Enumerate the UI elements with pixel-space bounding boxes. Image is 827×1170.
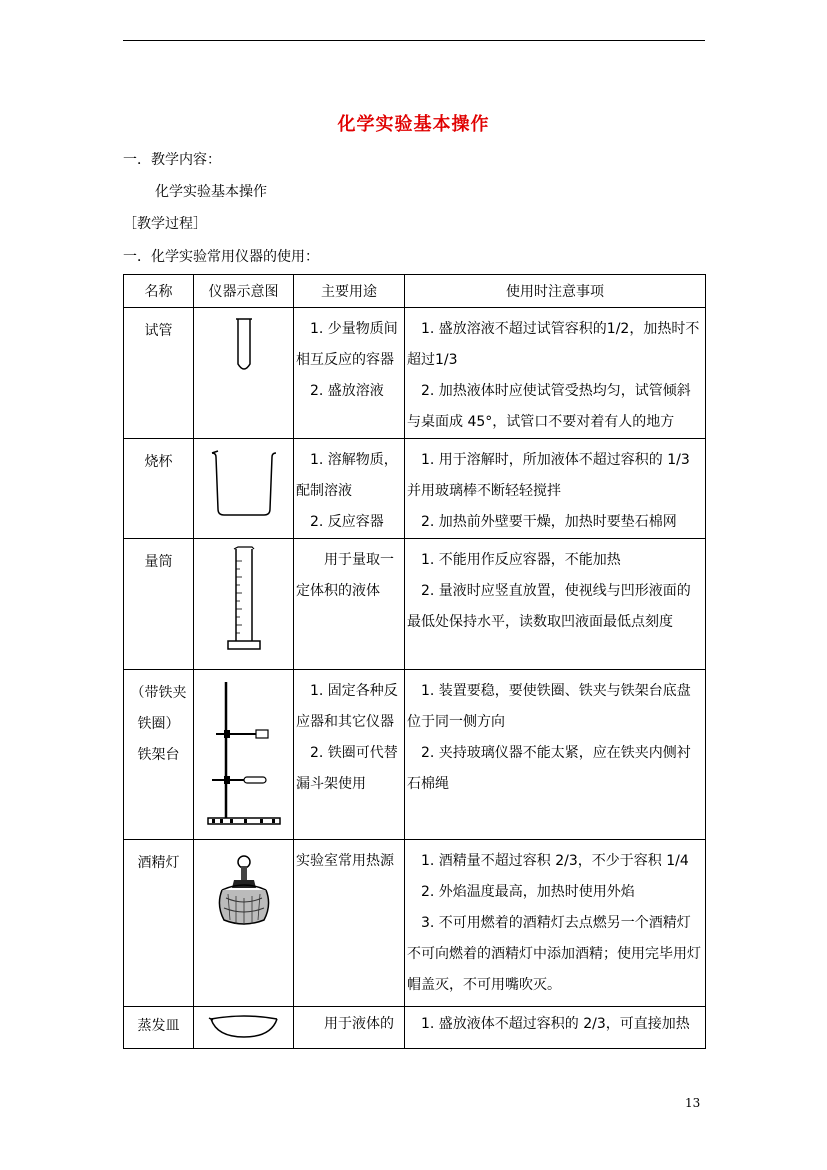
instrument-name: 蒸发皿 [124,1007,194,1049]
table-row [124,308,706,439]
note-text: 1. 盛放液体不超过容积的 2/3，可直接加热 [421,1016,690,1032]
table-row [124,539,706,670]
note-text: 1. 不能用作反应容器，不能加热 [421,552,621,568]
use-text: 1. 溶解物质，配制溶液 [296,452,398,499]
use-text: 2. 铁圈可代替漏斗架使用 [296,745,398,792]
note-text: 1. 盛放溶液不超过试管容积的1/2，加热时不超过1/3 [407,321,700,368]
use-text: 实验室常用热源 [296,853,394,869]
section1-heading: 一．教学内容： [123,152,221,168]
table-row [124,439,706,539]
note-text: 2. 加热液体时应使试管受热均匀，试管倾斜与桌面成 45°，试管口不要对着有人的地方 [407,383,691,430]
column-header: 使用时注意事项 [405,275,706,308]
table-header-row [124,275,706,308]
section1-content: 化学实验基本操作 [155,184,267,200]
note-text: 3. 不可用燃着的酒精灯去点燃另一个酒精灯不可向燃着的酒精灯中添加酒精；使用完毕用灯帽盖灭，不可用嘴吹灭。 [407,915,701,993]
use-text: 1. 固定各种反应器和其它仪器 [296,683,398,730]
column-header: 主要用途 [294,275,405,308]
note-text: 2. 夹持玻璃仪器不能太紧，应在铁夹内侧衬石棉绳 [407,745,691,792]
note-text: 1. 酒精量不超过容积 2/3，不少于容积 1/4 [421,853,689,869]
header-rule [123,40,705,41]
column-header: 仪器示意图 [194,275,294,308]
note-text: 1. 用于溶解时，所加液体不超过容积的 1/3 并用玻璃棒不断轻轻搅拌 [407,452,690,499]
beaker-icon [208,447,280,519]
instrument-name: 量筒 [124,539,194,670]
iron-stand-icon [204,678,284,828]
note-text: 2. 加热前外壁要干燥，加热时要垫石棉网 [421,514,677,530]
page-title: 化学实验基本操作 [337,114,490,135]
instrument-name: 烧杯 [124,439,194,539]
section2-heading: 一．化学实验常用仪器的使用： [123,249,319,265]
alcohol-lamp-icon [214,850,274,930]
use-text: 2. 盛放溶液 [310,383,384,399]
note-text: 2. 外焰温度最高，加热时使用外焰 [421,884,635,900]
table-row [124,840,706,1007]
note-text: 1. 装置要稳，要使铁圈、铁夹与铁架台底盘位于同一侧方向 [407,683,691,730]
evaporating-dish-icon [207,1013,281,1039]
table-row [124,1007,706,1049]
table-row [124,670,706,840]
use-text: 1. 少量物质间相互反应的容器 [296,321,398,368]
note-text: 2. 量液时应竖直放置，使视线与凹形液面的最低处保持水平，读数取凹液面最低点刻度 [407,583,691,630]
instrument-name: （带铁夹 铁圈） 铁架台 [124,670,194,840]
instrument-table [123,274,706,1049]
instrument-name: 酒精灯 [124,840,194,1007]
process-label: ［教学过程］ [123,216,207,232]
test-tube-icon [229,316,259,376]
use-text: 2. 反应容器 [310,514,384,530]
use-text: 用于量取一定体积的液体 [296,552,394,599]
column-header: 名称 [124,275,194,308]
instrument-name: 试管 [124,308,194,439]
page-number: 13 [685,1096,701,1110]
graduated-cylinder-icon [224,545,264,657]
use-text: 用于液体的 [324,1016,394,1032]
